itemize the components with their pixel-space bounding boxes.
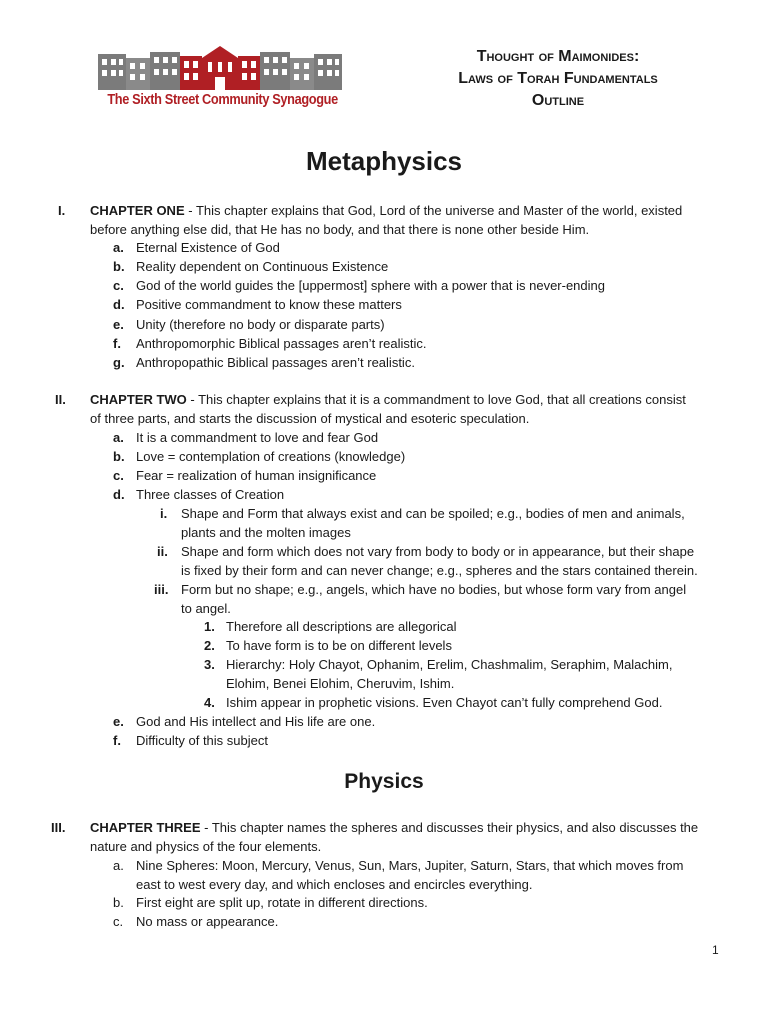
section-heading-physics: Physics bbox=[344, 770, 424, 793]
chapter-desc-text: - This chapter explains that it is a commandment to love God, that all creations consist bbox=[186, 392, 686, 407]
chapter-desc-text: - This chapter names the spheres and discusses their physics, and also discusses the bbox=[200, 820, 699, 835]
item-text: Three classes of Creation bbox=[136, 487, 285, 502]
chapter-number: III. bbox=[51, 820, 66, 835]
list-item bbox=[0, 912, 768, 931]
item-label: b. bbox=[113, 449, 125, 464]
sub-sub-item-label: 2. bbox=[204, 638, 215, 653]
sub-list-item bbox=[0, 504, 768, 542]
sub-sub-item-text: To have form is to be on different levels bbox=[226, 638, 452, 653]
chapter-number: II. bbox=[55, 392, 66, 407]
item-text: east to west every day, and which encloses and encircles everything. bbox=[136, 877, 533, 892]
item-label: d. bbox=[113, 297, 125, 312]
sub-item-text: to angel. bbox=[181, 601, 231, 616]
chapter-desc-line bbox=[90, 818, 722, 837]
chapter-desc-line: of three parts, and starts the discussion of mystical and esoteric speculation. bbox=[90, 411, 530, 426]
sub-item-label: i. bbox=[160, 506, 168, 521]
sub-item-text: plants and the molten images bbox=[181, 525, 351, 540]
sub-item-text: Form but no shape; e.g., angels, which have no bodies, but whose form vary from angel bbox=[181, 582, 687, 597]
list-item bbox=[0, 257, 768, 276]
sub-list-item bbox=[0, 580, 768, 618]
document-title bbox=[398, 46, 718, 112]
list-item bbox=[0, 447, 768, 466]
list-item bbox=[0, 712, 768, 731]
sub-sub-item-label: 1. bbox=[204, 619, 215, 634]
item-text: God and His intellect and His life are one. bbox=[136, 714, 376, 729]
item-text: Positive commandment to know these matters bbox=[136, 297, 402, 312]
item-label: f. bbox=[113, 336, 121, 351]
title-line-3: Outline bbox=[531, 92, 585, 109]
chapter-title: CHAPTER ONE bbox=[90, 203, 185, 218]
item-text: Eternal Existence of God bbox=[136, 240, 280, 255]
chapter-desc-text: - This chapter explains that God, Lord of the universe and Master of the world, existed bbox=[184, 203, 683, 218]
section-heading-metaphysics: Metaphysics bbox=[305, 146, 463, 176]
list-item bbox=[0, 731, 768, 750]
sub-item-label: ii. bbox=[157, 544, 168, 559]
chapter-desc-line: nature and physics of the four elements. bbox=[90, 839, 322, 854]
item-label: e. bbox=[113, 714, 124, 729]
sub-sub-list-item bbox=[0, 617, 768, 636]
item-text: First eight are split up, rotate in different directions. bbox=[136, 895, 428, 910]
item-label: b. bbox=[113, 895, 124, 910]
sub-sub-item-text: Ishim appear in prophetic visions. Even Chayot can’t fully comprehend God. bbox=[226, 695, 663, 710]
item-text: Anthropomorphic Biblical passages aren’t realistic. bbox=[136, 336, 427, 351]
item-label: b. bbox=[113, 259, 125, 274]
sub-item-label: iii. bbox=[154, 582, 169, 597]
item-text: Fear = realization of human insignificance bbox=[136, 468, 377, 483]
chapter-desc-line bbox=[90, 201, 722, 220]
logo-text: The Sixth Street Community Synagogue bbox=[107, 92, 338, 108]
list-item bbox=[0, 466, 768, 485]
sub-item-text: Shape and form which does not vary from body to body or in appearance, but their shape bbox=[181, 544, 695, 559]
list-item bbox=[0, 428, 768, 447]
item-text: Unity (therefore no body or disparate parts) bbox=[136, 317, 385, 332]
sub-item-text: Shape and Form that always exist and can be spoiled; e.g., bodies of men and animals, bbox=[181, 506, 685, 521]
list-item bbox=[0, 276, 768, 295]
sub-sub-item-label: 4. bbox=[204, 695, 215, 710]
item-text: Love = contemplation of creations (knowledge) bbox=[136, 449, 406, 464]
chapter-title: CHAPTER THREE bbox=[90, 820, 201, 835]
chapter-three bbox=[0, 818, 768, 856]
title-line-1: Thought of Maimonides: bbox=[476, 48, 640, 65]
list-item bbox=[0, 238, 768, 257]
item-label: a. bbox=[113, 430, 124, 445]
chapter-desc-line: before anything else did, that He has no body, and that there is none other beside Him. bbox=[90, 222, 590, 237]
sub-sub-item-label: 3. bbox=[204, 657, 215, 672]
sub-sub-list-item bbox=[0, 693, 768, 712]
item-label: e. bbox=[113, 317, 124, 332]
list-item bbox=[0, 856, 768, 894]
sub-list-item bbox=[0, 542, 768, 580]
item-label: d. bbox=[113, 487, 125, 502]
list-item bbox=[0, 353, 768, 372]
item-text: Reality dependent on Continuous Existence bbox=[136, 259, 389, 274]
item-text: Anthropopathic Biblical passages aren’t realistic. bbox=[136, 355, 415, 370]
item-label: a. bbox=[113, 240, 124, 255]
sub-sub-list-item bbox=[0, 655, 768, 693]
item-label: f. bbox=[113, 733, 121, 748]
item-text: Difficulty of this subject bbox=[136, 733, 268, 748]
list-item bbox=[0, 295, 768, 314]
item-text: No mass or appearance. bbox=[136, 914, 279, 929]
list-item bbox=[0, 893, 768, 912]
chapter-one bbox=[0, 201, 768, 239]
sub-item-text: is fixed by their form and can never change; e.g., spheres and the stars contained therein. bbox=[181, 563, 698, 578]
chapter-desc-line bbox=[90, 390, 722, 409]
list-item bbox=[0, 485, 768, 504]
item-text: God of the world guides the [uppermost] sphere with a power that is never-ending bbox=[136, 278, 605, 293]
list-item bbox=[0, 334, 768, 353]
buildings-icon bbox=[92, 44, 348, 92]
synagogue-logo bbox=[92, 44, 348, 116]
sub-sub-item-text: Therefore all descriptions are allegorical bbox=[226, 619, 457, 634]
item-label: c. bbox=[113, 914, 124, 929]
item-text: It is a commandment to love and fear God bbox=[136, 430, 379, 445]
sub-sub-item-text: Elohim, Benei Elohim, Cheruvim, Ishim. bbox=[226, 676, 455, 691]
item-label: a. bbox=[113, 858, 124, 873]
item-label: g. bbox=[113, 355, 125, 370]
chapter-two bbox=[0, 390, 768, 428]
list-item bbox=[0, 315, 768, 334]
sub-sub-item-text: Hierarchy: Holy Chayot, Ophanim, Erelim, Chashmalim, Seraphim, Malachim, bbox=[226, 657, 673, 672]
chapter-number: I. bbox=[58, 203, 66, 218]
chapter-title: CHAPTER TWO bbox=[90, 392, 187, 407]
page-number: 1 bbox=[712, 943, 719, 957]
item-label: c. bbox=[113, 468, 124, 483]
sub-sub-list-item bbox=[0, 636, 768, 655]
item-text: Nine Spheres: Moon, Mercury, Venus, Sun, Mars, Jupiter, Saturn, Stars, that which moves from bbox=[136, 858, 684, 873]
item-label: c. bbox=[113, 278, 124, 293]
title-line-2: Laws of Torah Fundamentals bbox=[458, 70, 658, 87]
